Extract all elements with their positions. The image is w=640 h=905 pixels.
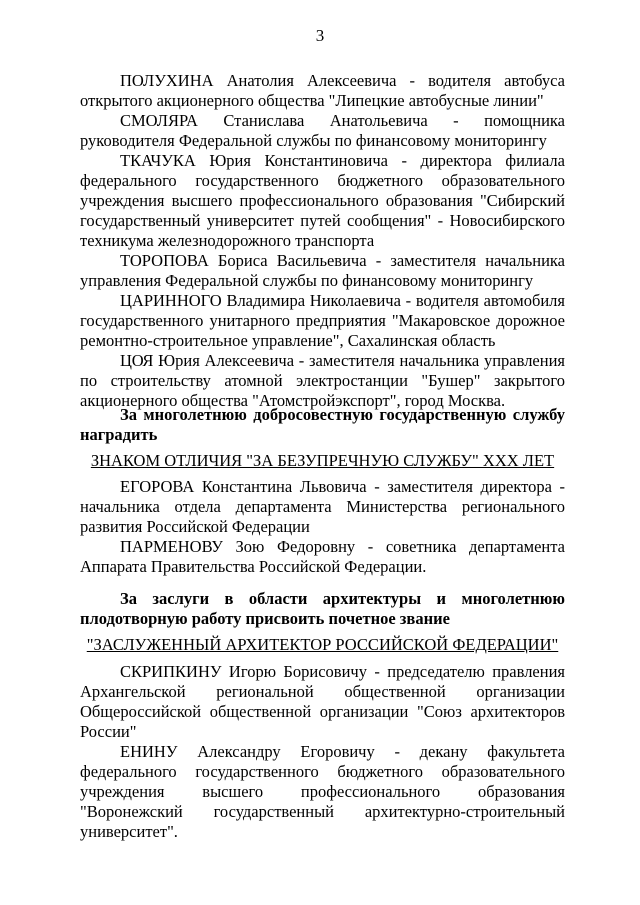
award-entry: ЕНИНУ Александру Егоровичу - декану факультета федерального государственного бюджетного образовательного учреждения высшего профессионального образования "Воронежский государственный архитектурно-строительный университет". bbox=[80, 742, 565, 841]
award-entry: ПАРМЕНОВУ Зою Федоровну - советника департамента Аппарата Правительства Российской Федерации. bbox=[80, 537, 565, 576]
award-heading-section-2: ЗНАКОМ ОТЛИЧИЯ "ЗА БЕЗУПРЕЧНУЮ СЛУЖБУ" XXX ЛЕТ bbox=[90, 451, 555, 470]
award-entry: ЦАРИННОГО Владимира Николаевича - водителя автомобиля государственного унитарного предприятия "Макаровское дорожное ремонтно-строительное управление", Сахалинская область bbox=[80, 291, 565, 350]
award-entry: ЦОЯ Юрия Алексеевича - заместителя начальника управления по строительству атомной электростанции "Бушер" закрытого акционерного общества "Атомстройэкспорт", город Москва. bbox=[80, 351, 565, 410]
award-intro-section-2 bbox=[80, 405, 565, 445]
award-intro-text: За заслуги в области архитектуры и многолетнюю плодотворную работу присвоить почетное звание bbox=[80, 589, 565, 628]
page-number: 3 bbox=[315, 26, 325, 45]
award-entry: ТОРОПОВА Бориса Васильевича - заместителя начальника управления Федеральной службы по финансовому мониторингу bbox=[80, 251, 565, 290]
award-list-section-1 bbox=[80, 71, 565, 411]
award-list-section-3 bbox=[80, 662, 565, 842]
award-entry: ТКАЧУКА Юрия Константиновича - директора филиала федерального государственного бюджетного образовательного учреждения высшего профессионального образования "Сибирский государственный университет путей сообщения" - Новосибирского техникума железнодорожного транспорта bbox=[80, 151, 565, 250]
award-entry: ЕГОРОВА Константина Львовича - заместителя директора - начальника отдела департамента Министерства регионального развития Российской Федерации bbox=[80, 477, 565, 536]
award-intro-section-3 bbox=[80, 589, 565, 629]
award-entry: СКРИПКИНУ Игорю Борисовичу - председателю правления Архангельской региональной общественной организации Общероссийской общественной организации "Союз архитекторов России" bbox=[80, 662, 565, 741]
award-entry: СМОЛЯРА Станислава Анатольевича - помощника руководителя Федеральной службы по финансовому мониторингу bbox=[80, 111, 565, 150]
award-list-section-2 bbox=[80, 477, 565, 577]
award-intro-text: За многолетнюю добросовестную государственную службу наградить bbox=[80, 405, 565, 444]
award-entry: ПОЛУХИНА Анатолия Алексеевича - водителя автобуса открытого акционерного общества "Липецкие автобусные линии" bbox=[80, 71, 565, 110]
award-heading-section-3: "ЗАСЛУЖЕННЫЙ АРХИТЕКТОР РОССИЙСКОЙ ФЕДЕРАЦИИ" bbox=[86, 635, 559, 654]
